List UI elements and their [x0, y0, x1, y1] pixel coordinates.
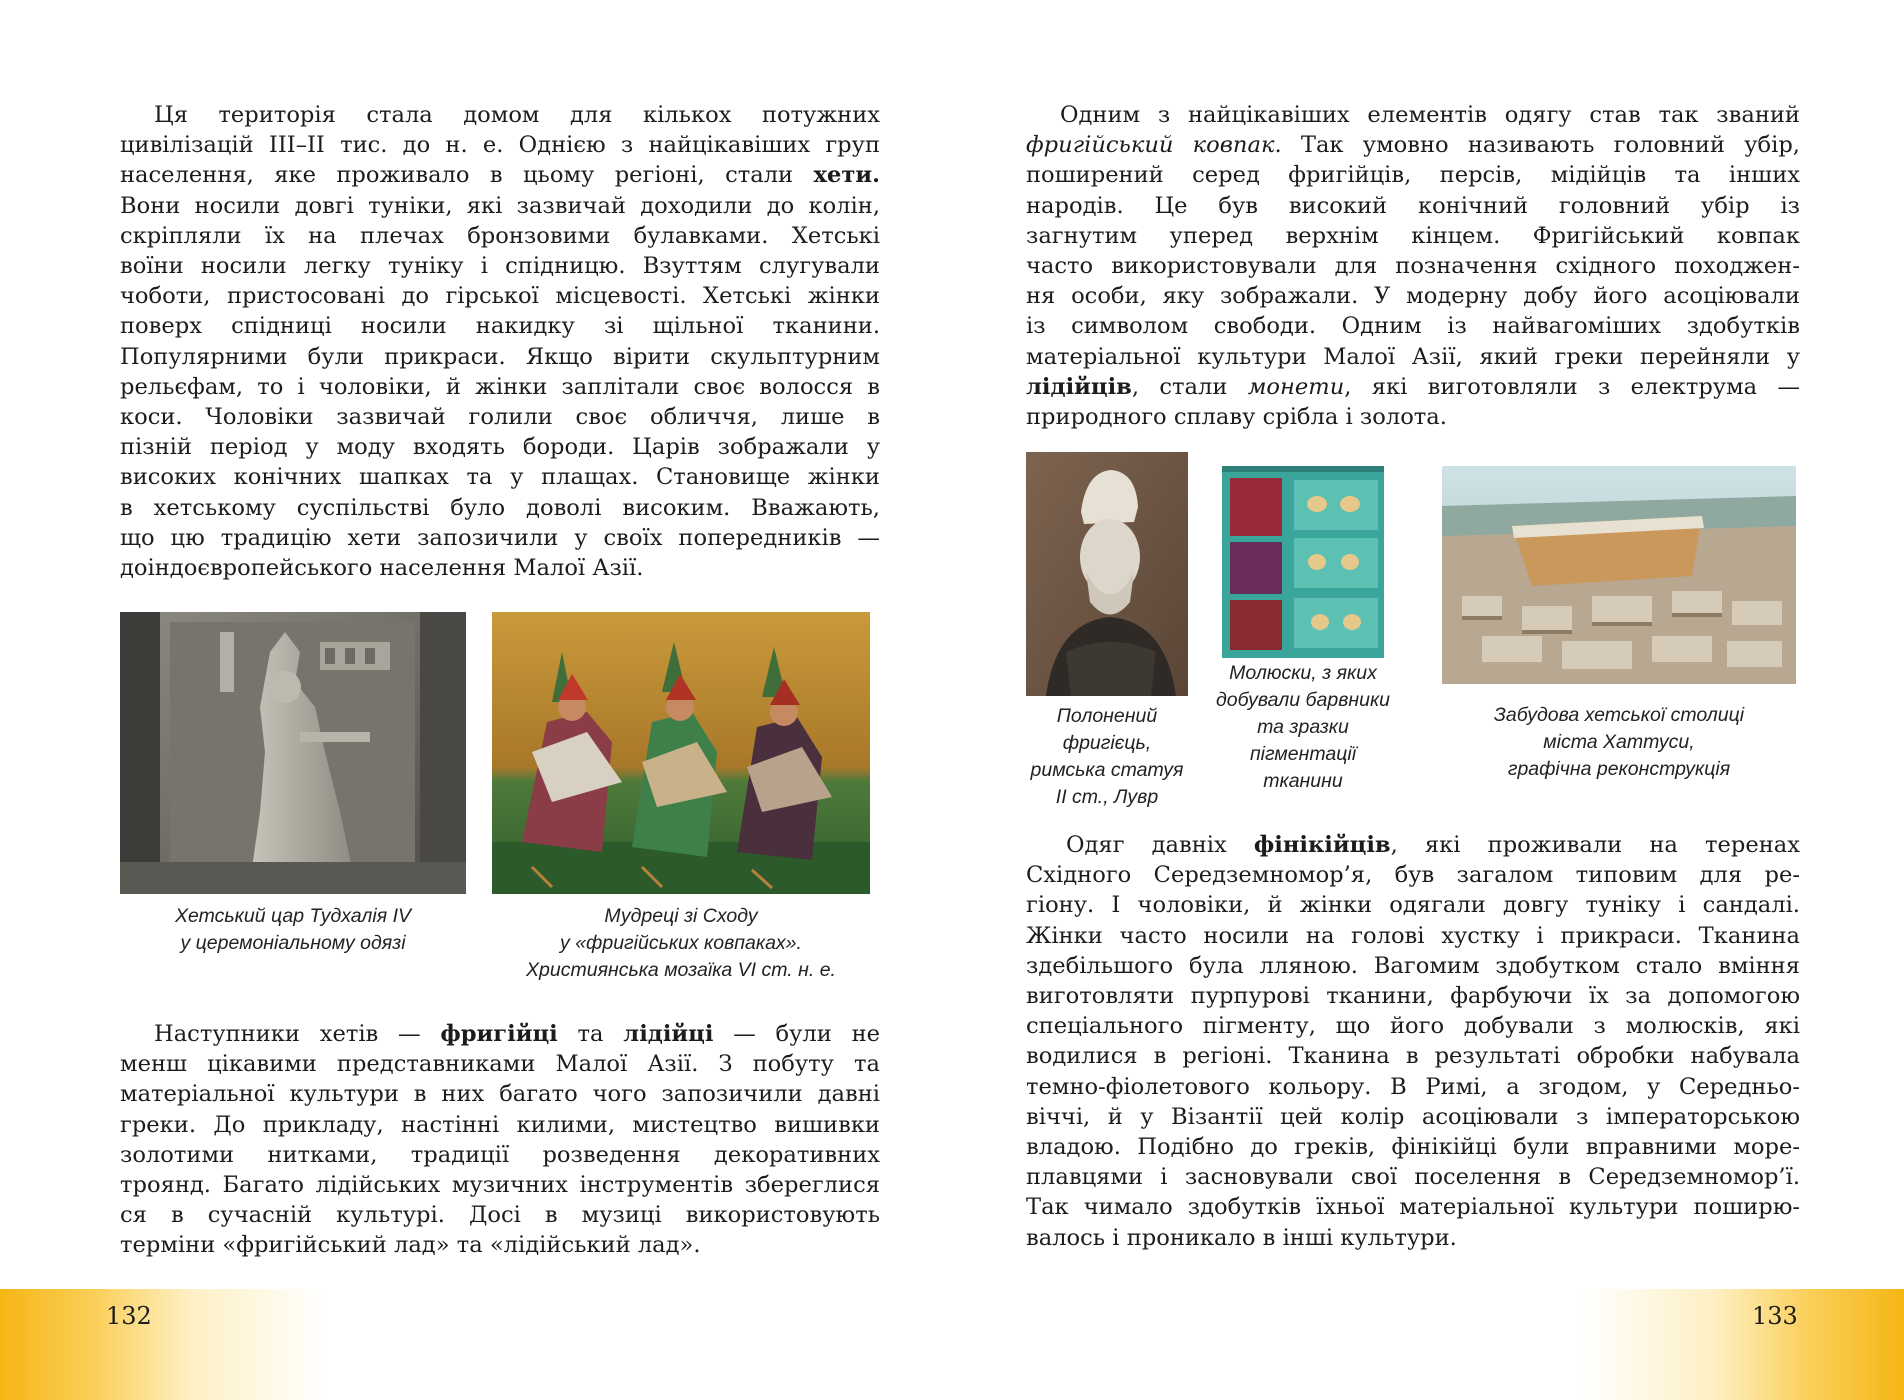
text-line: Популярними були прикраси. Якщо вірити скульптурним — [120, 343, 880, 370]
text-line: в хетському суспільстві було доволі високим. Вважають, — [120, 494, 880, 521]
text-line: поширений серед фригійців, персів, мідійців та інших — [1026, 162, 1800, 189]
text-line: народів. Це був високий конічний головний убір із — [1026, 192, 1800, 219]
left-paragraph-1 — [120, 100, 880, 583]
bold-term-lydians: лідійці — [623, 1021, 714, 1047]
text-line: цивілізацій ІІІ–ІІ тис. до н. е. Однією з найцікавіших груп — [120, 132, 880, 159]
caption-line: тканини — [1263, 770, 1343, 792]
bold-term-phoenicians: фінікійців — [1253, 832, 1391, 858]
text-line: природного сплаву срібла і золота. — [1026, 404, 1447, 431]
left-paragraph-2 — [120, 1019, 880, 1261]
caption-line: Християнська мозаїка VI ст. н. е. — [526, 959, 836, 981]
phrygian-statue-image — [1026, 452, 1188, 696]
text-line: Одяг давніх фінікійців, які проживали на теренах — [1066, 832, 1800, 858]
text-line: Наступники хетів — фригійці та лідійці — були не — [154, 1021, 881, 1047]
text-line: Східного Середземномор’я, був загалом типовим для ре- — [1026, 862, 1800, 889]
figure4-caption — [1198, 660, 1408, 795]
caption-line: у «фригійських ковпаках». — [560, 932, 802, 954]
bold-term-hittites: хети. — [813, 162, 880, 189]
text-line: Одним з найцікавіших елементів одягу став так званий — [1060, 102, 1800, 128]
text-line: темно-фіолетового кольору. В Римі, а згодом, у Середньо- — [1026, 1073, 1800, 1100]
text-line: водилися в регіоні. Тканина в результаті обробки набувала — [1026, 1043, 1800, 1070]
text-line: лідійців, стали монети, які виготовляли з електрума — — [1026, 373, 1801, 400]
text-line: Вони носили довгі туніки, які зазвичай доходили до колін, — [120, 192, 880, 219]
caption-line: та зразки — [1257, 716, 1349, 738]
italic-term-phrygian-cap: фригійський ковпак — [1026, 132, 1275, 159]
hittite-king-relief-image — [120, 612, 466, 894]
text-line: терміни «фригійський лад» та «лідійський лад». — [120, 1232, 701, 1259]
figure5-caption — [1442, 702, 1796, 783]
caption-line: Молюски, з яких — [1229, 662, 1377, 684]
caption-line: міста Хаттуси, — [1543, 731, 1695, 753]
text-line: із символом свободи. Одним із найвагоміших здобутків — [1026, 313, 1800, 340]
text-line: рельєфам, то і чоловіки, й жінки заплітали своє волосся в — [120, 373, 880, 400]
caption-line: Хетський цар Тудхалія IV — [175, 905, 411, 927]
text-line: здебільшого була лляною. Вагомим здобутком стало вміння — [1026, 952, 1800, 979]
right-page — [952, 0, 1904, 1400]
text-line: що цю традицію хети запозичили у своїх попередників — — [120, 524, 880, 551]
text-line: Ця територія стала домом для кількох потужних — [154, 102, 880, 128]
right-paragraph-2 — [1026, 830, 1800, 1253]
magi-mosaic-image — [492, 612, 870, 894]
caption-line: Полонений — [1056, 705, 1158, 727]
caption-line: пігментації — [1249, 743, 1357, 765]
text-line: поверх спідниці носили накидку зі щільної тканини. — [120, 313, 880, 340]
caption-line: II ст., Лувр — [1055, 786, 1159, 808]
text-line: матеріальної культури Малої Азії, який греки перейняли у — [1026, 343, 1800, 370]
bold-term-phrygians: фригійці — [440, 1021, 558, 1047]
bold-term-lydians-2: лідійців — [1026, 373, 1132, 400]
text-line: доіндоєвропейського населення Малої Азії. — [120, 555, 644, 582]
molluscs-dye-image — [1222, 466, 1384, 658]
text-line: спеціального пігменту, що його добували з молюсків, які — [1026, 1013, 1800, 1040]
text-line: скріпляли їх на плечах бронзовими булавками. Хетські — [120, 222, 880, 249]
caption-line: Мудреці зі Сходу — [604, 905, 758, 927]
text-line: виготовляти пурпурові тканини, фарбуючи їх за допомогою — [1026, 983, 1800, 1010]
page-number-right: 133 — [1752, 1302, 1798, 1330]
text-line: владою. Подібно до греків, фінікійці були вправними море- — [1026, 1134, 1800, 1161]
figure3-caption — [1002, 703, 1212, 811]
text-line: пізній період у моду входять бороди. Царів зображали у — [120, 434, 880, 461]
text-line: коси. Чоловіки зазвичай голили своє обличчя, лише в — [120, 404, 880, 431]
text-line: ня особи, яку зображали. У модерну добу його асоціювали — [1026, 283, 1800, 310]
figure1-caption — [120, 903, 466, 957]
text-line: загнутим уперед верхнім кінцем. Фригійський ковпак — [1026, 222, 1800, 249]
italic-term-coins: монети — [1247, 373, 1345, 400]
text-line: часто використовували для позначення східного походжен- — [1026, 253, 1800, 280]
text-line: фригійський ковпак. Так умовно називають головний убір, — [1026, 132, 1800, 159]
caption-line: графічна реконструкція — [1507, 758, 1731, 780]
text-line: плавцями і засновували свої поселення в Середземномор’ї. — [1026, 1164, 1800, 1191]
caption-line: фригієць, — [1062, 732, 1152, 754]
text-line: чоботи, пристосовані до гірської місцевості. Хетські жінки — [120, 283, 880, 310]
text-line: ся в сучасній культурі. Досі в музиці використовують — [120, 1202, 880, 1229]
caption-line: Забудова хетської столиці — [1493, 704, 1745, 726]
figure2-caption — [480, 903, 882, 984]
hattusa-reconstruction-image — [1442, 466, 1796, 684]
caption-line: у церемоніальному одязі — [180, 932, 406, 954]
text-line: гіону. І чоловіки, й жінки одягали довгу туніку і сандалі. — [1026, 892, 1800, 919]
caption-line: добували барвники — [1215, 689, 1390, 711]
text-line: високих конічних шапках та у плащах. Становище жінки — [120, 464, 880, 491]
text-line: віччі, й у Візантії цей колір асоціювали з імператорською — [1026, 1103, 1800, 1130]
right-paragraph-1 — [1026, 100, 1800, 432]
text-line: Жінки часто носили на голові хустку і прикраси. Тканина — [1026, 922, 1800, 949]
text-line: Так чимало здобутків їхньої матеріальної культури поширю- — [1026, 1194, 1800, 1221]
caption-line: римська статуя — [1030, 759, 1184, 781]
text-line: валось і проникало в інші культури. — [1026, 1224, 1457, 1251]
text-line: золотими нитками, традиції розведення декоративних — [120, 1141, 880, 1168]
text-line: матеріальної культури в них багато чого запозичили давні — [120, 1081, 880, 1108]
text-line: населення, яке проживало в цьому регіоні, стали хети. — [120, 162, 880, 189]
page-number-left: 132 — [106, 1302, 152, 1330]
text-line: троянд. Багато лідійських музичних інструментів збереглися — [120, 1172, 880, 1199]
text-line: воїни носили легку туніку і спідницю. Взуттям слугували — [120, 253, 880, 280]
text-line: менш цікавими представниками Малої Азії. З побуту та — [120, 1051, 880, 1078]
page-footer — [0, 1289, 1904, 1400]
text-line: греки. До прикладу, настінні килими, мистецтво вишивки — [120, 1111, 880, 1138]
